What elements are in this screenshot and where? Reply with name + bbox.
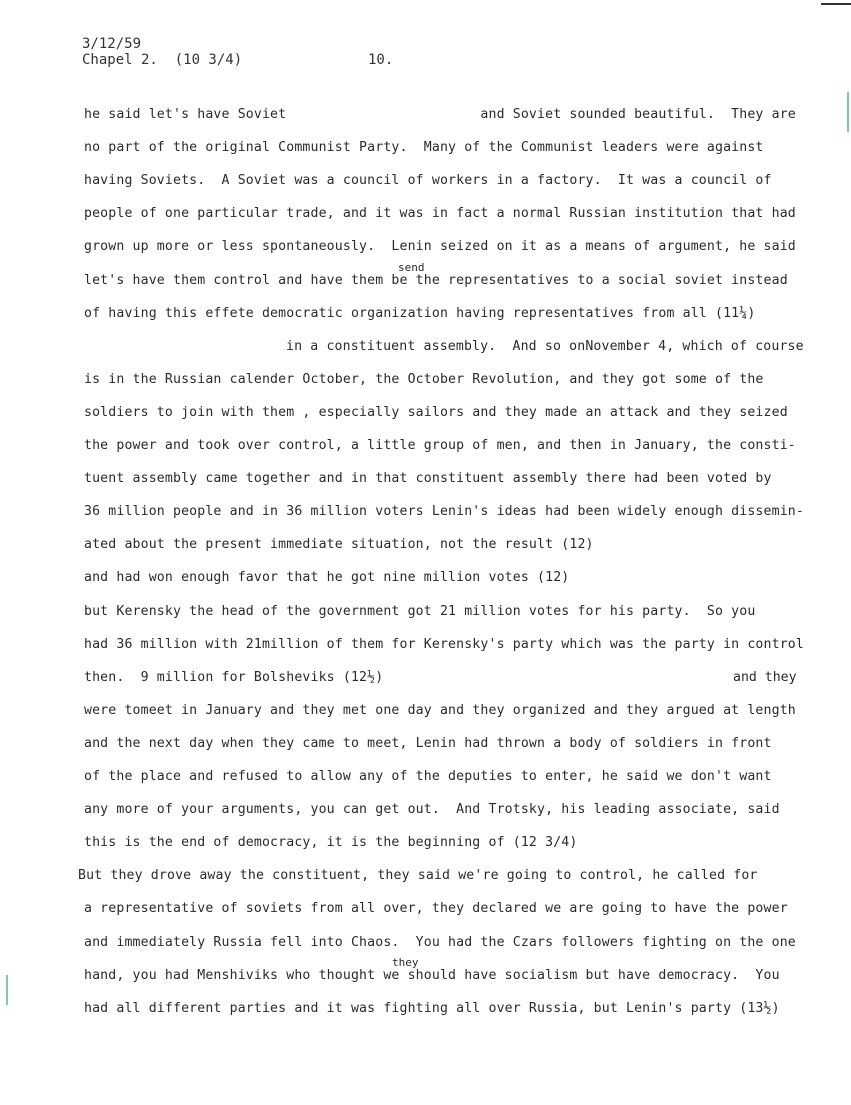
interlinear-insertion: send	[398, 261, 425, 274]
header-date: 3/12/59	[82, 36, 142, 52]
text-line: had 36 million with 21million of them for Kerensky's party which was the party in control	[84, 637, 804, 652]
text-line: having Soviets. A Soviet was a council of workers in a factory. It was a council of	[84, 173, 772, 188]
text-line: tuent assembly came together and in that constituent assembly there had been voted by	[84, 471, 772, 486]
text-line: but Kerensky the head of the government got 21 million votes for his party. So you	[84, 604, 756, 619]
text-line: then. 9 million for Bolsheviks (12½)	[84, 670, 384, 685]
text-line: a representative of soviets from all over, they declared we are going to have the power	[84, 901, 788, 916]
text-line: of having this effete democratic organization having representatives from all (11¼)	[84, 306, 756, 321]
text-line: and had won enough favor that he got nine million votes (12)	[84, 570, 570, 585]
text-line: ated about the present immediate situation, not the result (12)	[84, 537, 594, 552]
text-line: no part of the original Communist Party. Many of the Communist leaders were against	[84, 140, 764, 155]
text-line: this is the end of democracy, it is the beginning of (12 3/4)	[84, 835, 578, 850]
text-line: people of one particular trade, and it was in fact a normal Russian institution that had	[84, 206, 796, 221]
text-line: he said let's have Soviet and Soviet sounded beautiful. They are	[84, 107, 796, 122]
text-line: But they drove away the constituent, they said we're going to control, he called for	[78, 868, 758, 883]
text-line: any more of your arguments, you can get out. And Trotsky, his leading associate, said	[84, 802, 780, 817]
header-page-number: 10.	[368, 52, 394, 68]
text-line: had all different parties and it was fighting all over Russia, but Lenin's party (13½)	[84, 1001, 780, 1016]
text-line: in a constituent assembly. And so onNovember 4, which of course	[286, 339, 804, 354]
text-line: were tomeet in January and they met one day and they organized and they argued at length	[84, 703, 796, 718]
text-line: let's have them control and have them be the representatives to a social soviet instead	[84, 273, 788, 288]
corner-mark	[821, 3, 851, 5]
text-line: grown up more or less spontaneously. Lenin seized on it as a means of argument, he said	[84, 239, 796, 254]
edge-mark	[6, 975, 8, 1005]
text-line: soldiers to join with them , especially sailors and they made an attack and they seized	[84, 405, 788, 420]
interlinear-insertion: they	[392, 956, 419, 969]
text-line: is in the Russian calender October, the October Revolution, and they got some of the	[84, 372, 764, 387]
line-continuation: and they	[733, 670, 797, 685]
text-line: and the next day when they came to meet, Lenin had thrown a body of soldiers in front	[84, 736, 772, 751]
edge-mark	[847, 92, 849, 132]
text-line: and immediately Russia fell into Chaos. You had the Czars followers fighting on the one	[84, 935, 796, 950]
text-line: of the place and refused to allow any of the deputies to enter, he said we don't want	[84, 769, 772, 784]
text-line: 36 million people and in 36 million voters Lenin's ideas had been widely enough dissemin-	[84, 504, 804, 519]
text-line: the power and took over control, a little group of men, and then in January, the consti-	[84, 438, 796, 453]
header-chapel: Chapel 2. (10 3/4)	[82, 52, 243, 68]
text-line: hand, you had Menshiviks who thought we should have socialism but have democracy. You	[84, 968, 780, 983]
